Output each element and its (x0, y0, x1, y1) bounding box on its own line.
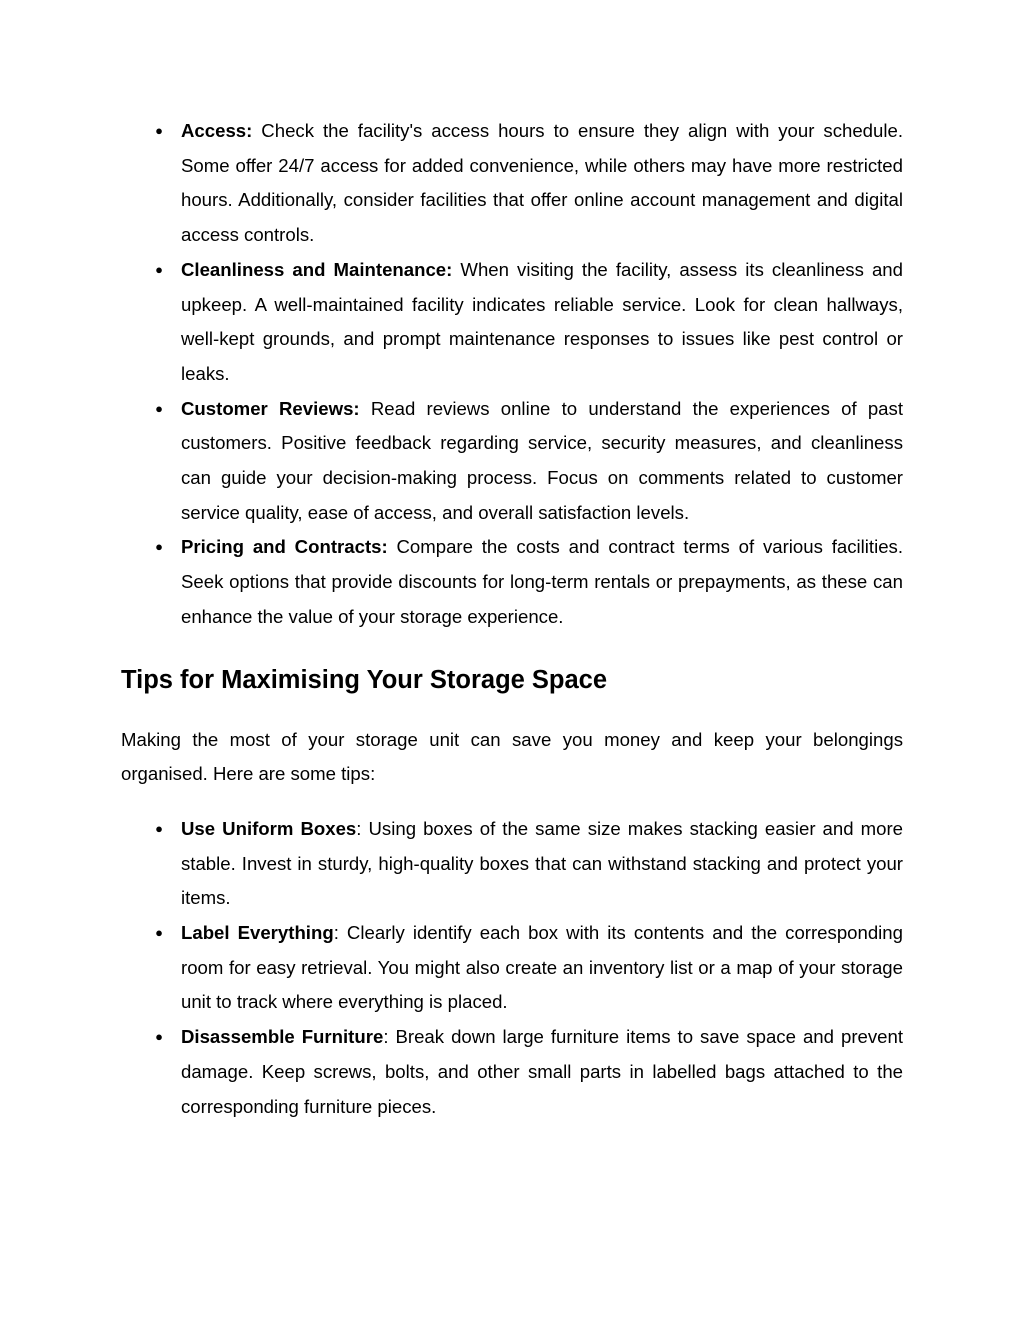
item-heading: Disassemble Furniture (181, 1026, 384, 1048)
section-heading: Tips for Maximising Your Storage Space (121, 665, 608, 694)
bullet-icon: ● (155, 925, 163, 941)
bullet-icon: ● (155, 123, 163, 138)
item-heading: Pricing and Contracts: (181, 536, 388, 558)
item-heading: Cleanliness and Maintenance: (181, 258, 453, 280)
item-heading: Label Everything (181, 922, 334, 944)
facility-factors-list (121, 114, 903, 635)
item-text: When visiting the facility, assess its cleanliness and upkeep. A well-maintained facility indicates reliable service. Look for clean hallways, well-kept grounds, and prompt maintenance responses to issues like pest control or leaks. (181, 258, 903, 384)
list-item-disassemble-furniture (121, 1020, 903, 1124)
item-separator (252, 120, 261, 141)
item-text: Read reviews online to understand the experiences of past customers. Positive feedback regarding service, security measures, and cleanliness can guide your decision-making process. Focus on comments related to customer service quality, ease of access, and overall satisfaction levels. (181, 397, 903, 523)
item-separator: : (333, 922, 347, 944)
list-item-customer-reviews (121, 392, 903, 531)
item-separator (360, 398, 371, 419)
item-separator: : (383, 1026, 396, 1048)
list-item-cleanliness (121, 253, 903, 392)
page-content (121, 114, 903, 1124)
item-text: Using boxes of the same size makes stacking easier and more stable. Invest in sturdy, high-quality boxes that can withstand stacking and protect your items. (181, 817, 903, 909)
section-intro: Making the most of your storage unit can save you money and keep your belongings organised. Here are some tips: (121, 728, 903, 785)
item-text: Break down large furniture items to save space and prevent damage. Keep screws, bolts, and other small parts in labelled bags attached to the corresponding furniture pieces. (181, 1026, 904, 1117)
item-heading: Use Uniform Boxes (181, 817, 357, 839)
item-heading: Access: (181, 120, 253, 141)
bullet-icon: ● (155, 400, 163, 416)
list-item-uniform-boxes (121, 812, 903, 916)
item-text: Clearly identify each box with its contents and the corresponding room for easy retrieval. You might also create an inventory list or a map of your storage unit to track where everything is placed. (181, 922, 903, 1013)
bullet-icon: ● (155, 820, 163, 836)
bullet-icon: ● (155, 539, 163, 555)
list-item-access (121, 114, 903, 253)
item-text: Check the facility's access hours to ensure they align with your schedule. Some offer 24/7 access for added convenience, while others may have more restricted hours. Additionally, consider facilities that offer online account management and digital access controls. (181, 120, 903, 246)
item-heading: Customer Reviews: (181, 397, 360, 419)
item-separator: : (356, 817, 369, 839)
bullet-icon: ● (155, 1029, 163, 1045)
list-item-label-everything (121, 916, 903, 1020)
item-text: Compare the costs and contract terms of various facilities. Seek options that provide discounts for long-term rentals or prepayments, as these can enhance the value of your storage experience. (181, 536, 904, 627)
bullet-icon: ● (155, 261, 163, 277)
list-item-pricing (121, 530, 903, 634)
tips-list (121, 812, 903, 1124)
